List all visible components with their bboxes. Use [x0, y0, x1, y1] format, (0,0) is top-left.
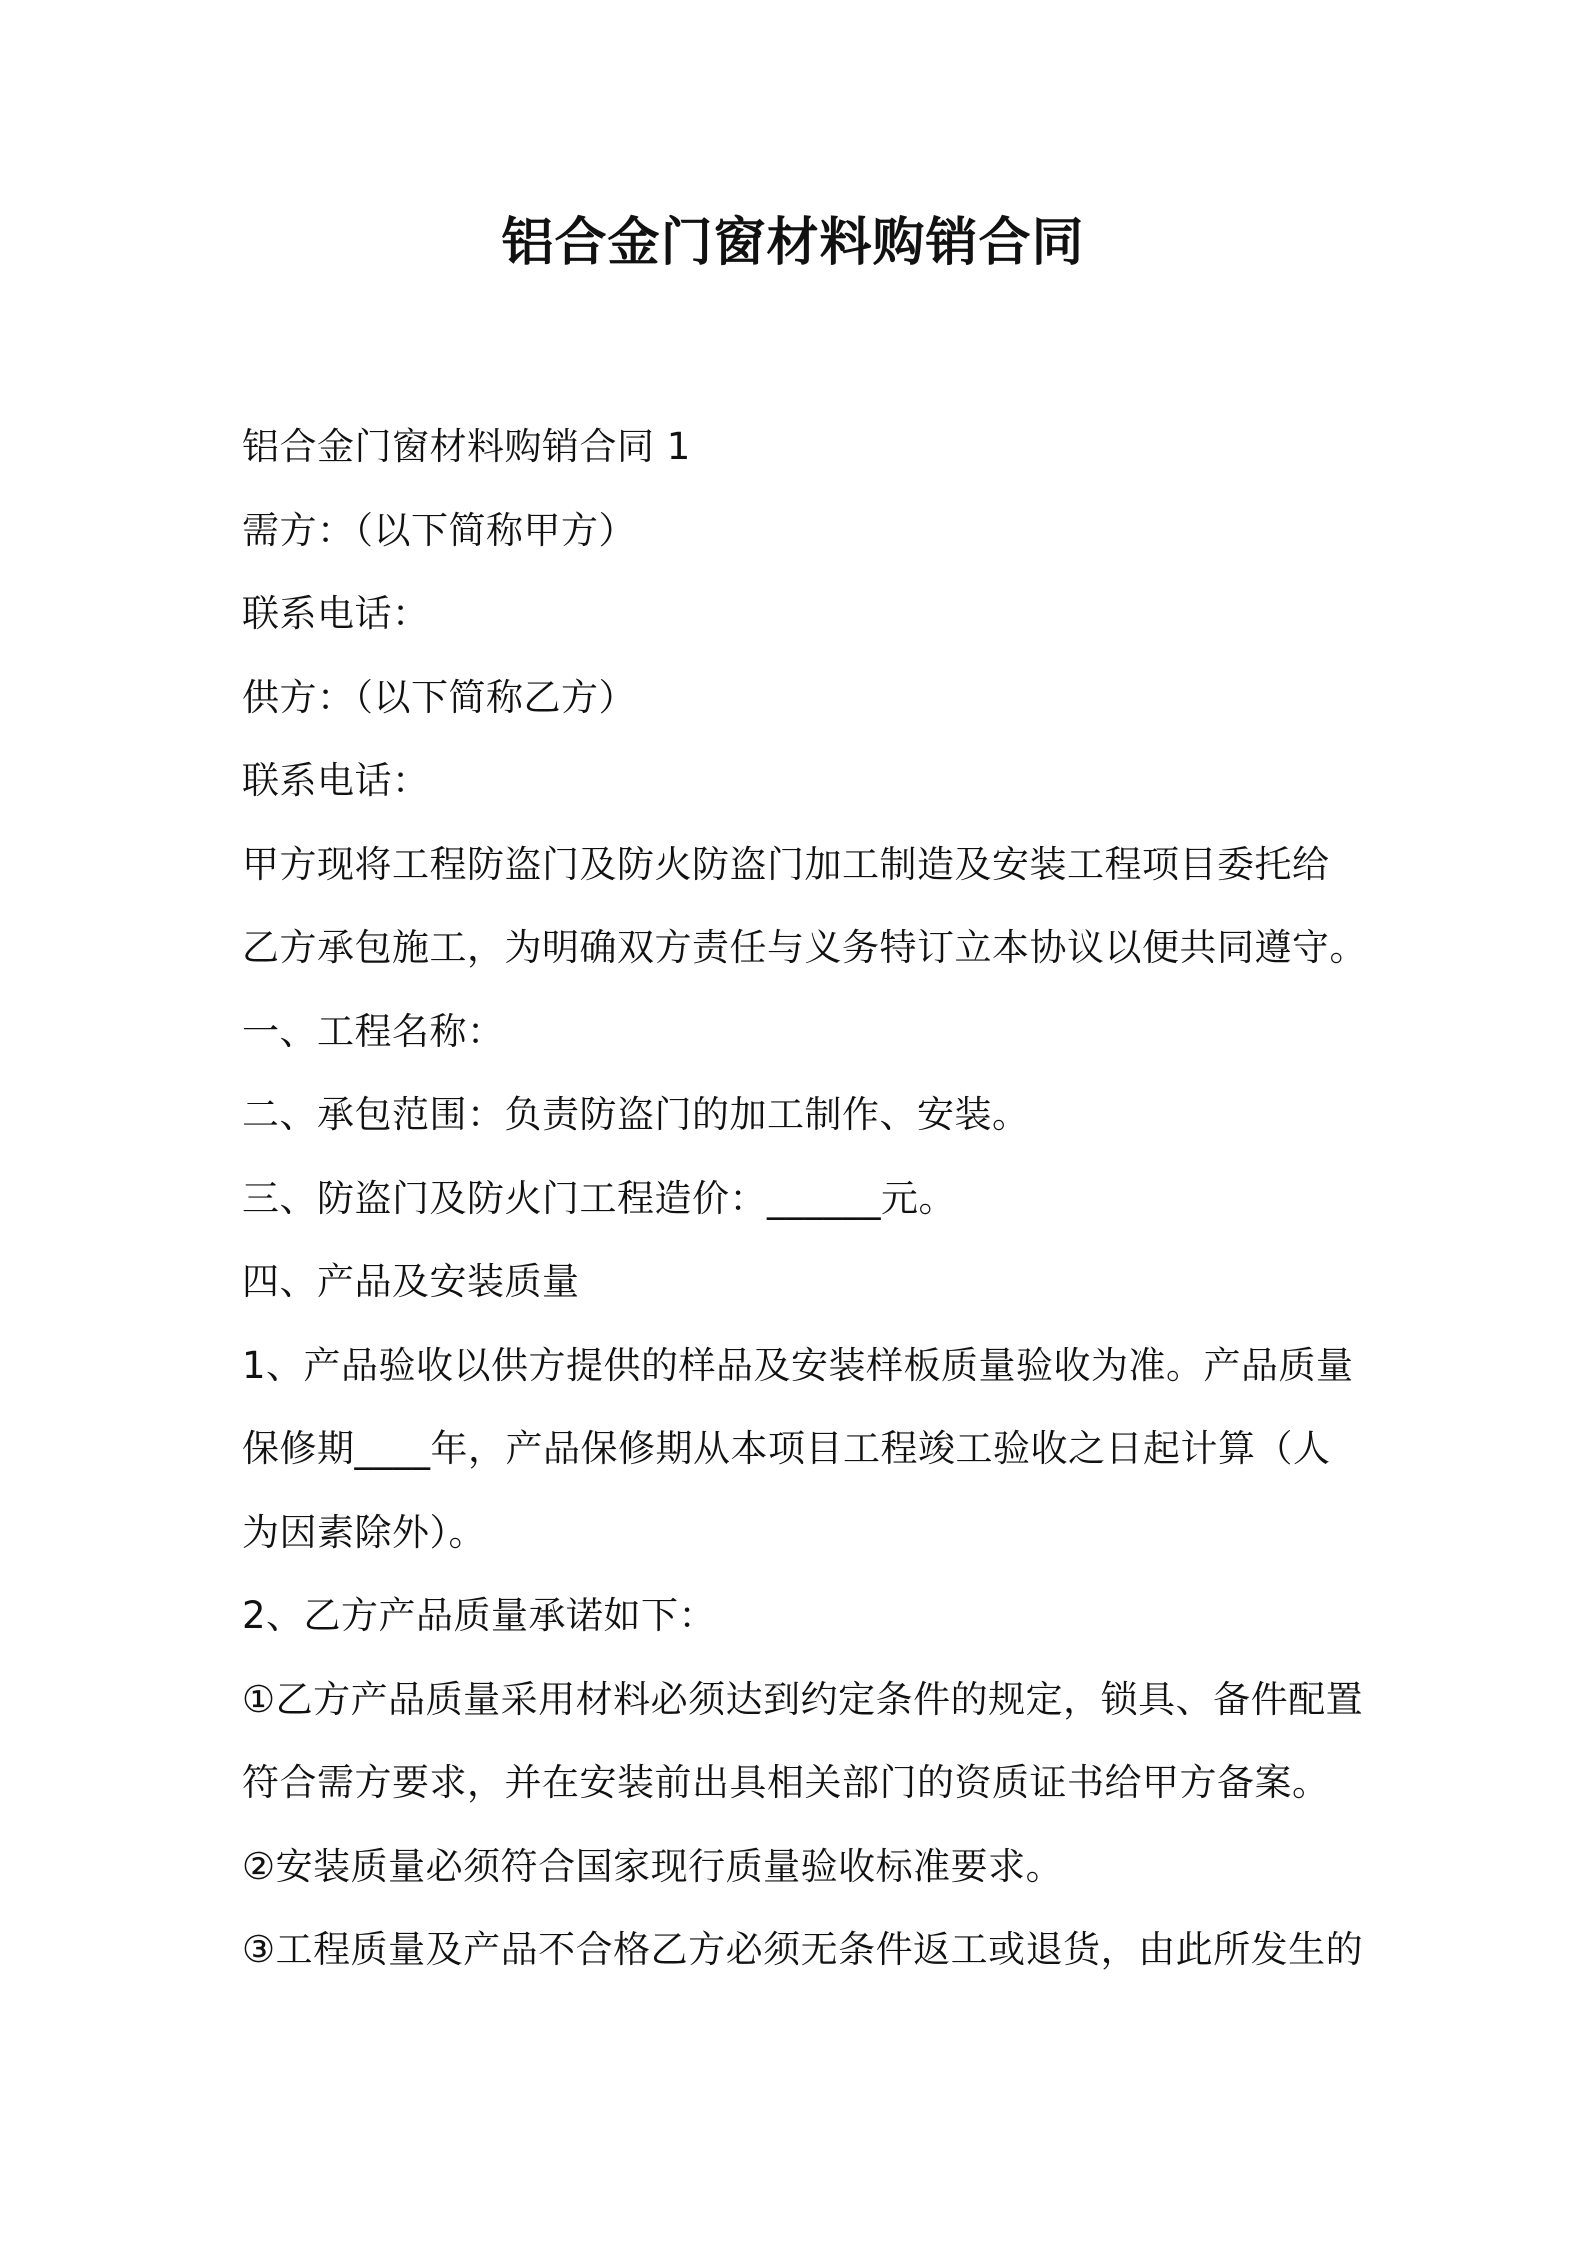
paragraph-line: ①乙方产品质量采用材料必须达到约定条件的规定，锁具、备件配置	[242, 1677, 1364, 1721]
section-heading: 三、防盗门及防火门工程造价：______元。	[242, 1176, 956, 1220]
document-title: 铝合金门窗材料购销合同	[501, 213, 1085, 273]
paragraph-line: 符合需方要求，并在安装前出具相关部门的资质证书给甲方备案。	[242, 1761, 1330, 1804]
paragraph-line: 1、产品验收以供方提供的样品及安装样板质量验收为准。产品质量	[242, 1343, 1354, 1387]
paragraph-line: 保修期____年，产品保修期从本项目工程竣工验收之日起计算（人	[242, 1427, 1331, 1470]
section-heading: 一、工程名称：	[242, 1009, 505, 1053]
party-b-line: 供方：（以下简称乙方）	[242, 675, 636, 719]
paragraph-line: ②安装质量必须符合国家现行质量验收标准要求。	[242, 1844, 1064, 1888]
section-heading: 四、产品及安装质量	[242, 1260, 580, 1303]
paragraph-line: ③工程质量及产品不合格乙方必须无条件返工或退货，由此所发生的	[242, 1928, 1364, 1971]
party-a-line: 需方：（以下简称甲方）	[242, 508, 636, 552]
subtitle-line: 铝合金门窗材料购销合同 1	[242, 425, 691, 468]
paragraph-line: 为因素除外）。	[242, 1510, 486, 1554]
paragraph-line: 2、乙方产品质量承诺如下：	[242, 1594, 717, 1637]
document-body	[242, 405, 1367, 1992]
party-a-phone-line: 联系电话：	[242, 592, 430, 635]
paragraph-line: 乙方承包施工，为明确双方责任与义务特订立本协议以便共同遵守。	[242, 926, 1367, 969]
section-heading: 二、承包范围：负责防盗门的加工制作、安装。	[242, 1093, 1030, 1136]
paragraph-line: 甲方现将工程防盗门及防火防盗门加工制造及安装工程项目委托给	[242, 842, 1330, 886]
party-b-phone-line: 联系电话：	[242, 759, 430, 802]
